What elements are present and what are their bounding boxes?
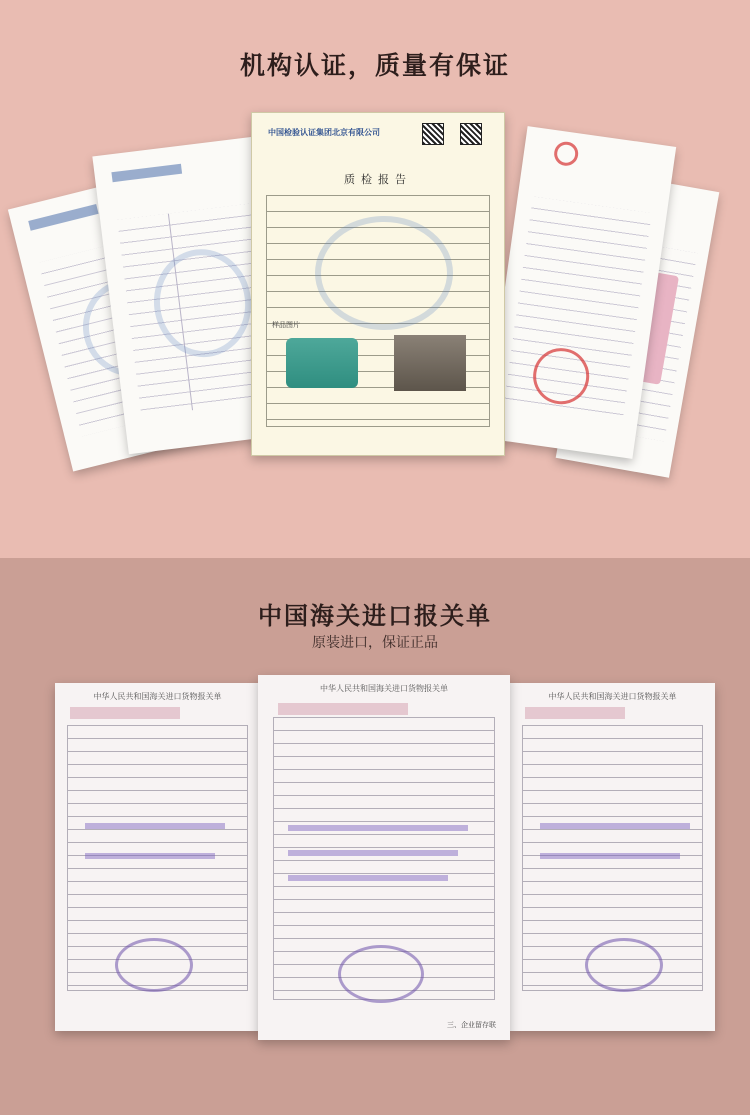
customs-title: 中国海关进口报关单 [258, 602, 492, 630]
printed-row [85, 823, 225, 829]
customs-declaration-center [258, 675, 510, 1040]
pink-band [525, 707, 625, 719]
customs-subtitle: 原装进口，保证正品 [312, 635, 438, 651]
printed-row [540, 853, 680, 859]
qr-code-icon [460, 123, 482, 145]
inspection-report [251, 112, 505, 456]
printed-row [540, 823, 690, 829]
red-badge [553, 140, 580, 167]
printed-row [85, 853, 215, 859]
printed-row [288, 825, 468, 831]
customs-section [0, 558, 750, 1115]
sample-photo-label [394, 335, 466, 391]
declaration-header: 中华人民共和国海关进口货物报关单 [548, 692, 677, 701]
customs-stamp [115, 938, 193, 992]
sample-photo-towel [286, 338, 358, 388]
certification-title: 机构认证，质量有保证 [239, 51, 510, 80]
customs-declaration-left [55, 683, 260, 1031]
declaration-header: 中华人民共和国海关进口货物报关单 [93, 692, 222, 701]
customs-stamp [338, 945, 424, 1003]
report-header: 中国检验认证集团北京有限公司 [268, 128, 380, 137]
declaration-footer: 三、企业留存联 [447, 1021, 496, 1029]
printed-row [288, 850, 458, 856]
customs-declaration-right [510, 683, 715, 1031]
doc-logo [111, 164, 182, 182]
pink-band [70, 707, 180, 719]
ccic-watermark-logo [315, 216, 453, 331]
qr-code-icon [422, 123, 444, 145]
declaration-header: 中华人民共和国海关进口货物报关单 [320, 684, 448, 693]
sample-label: 样品图片 [272, 321, 300, 329]
printed-row [288, 875, 448, 881]
customs-stamp [585, 938, 663, 992]
pink-band [278, 703, 408, 715]
report-title: 质检报告 [344, 173, 412, 186]
doc-logo [28, 204, 98, 231]
